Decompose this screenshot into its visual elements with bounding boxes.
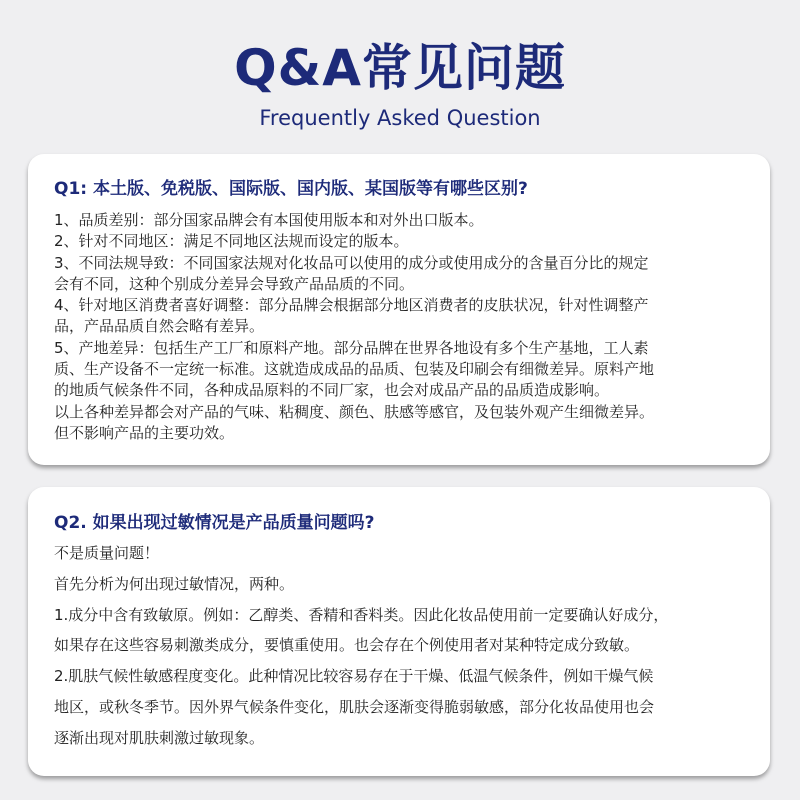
faq-card-q1 — [28, 154, 770, 465]
answer-line: 的地质气候条件不同，各种成品原料的不同厂家，也会对成品产品的品质造成影响。 — [54, 381, 610, 400]
answer-line: 如果存在这些容易刺激类成分，要慎重使用。也会存在个例使用者对某种特定成分致敏。 — [54, 636, 640, 655]
answer-line: 以上各种差异都会对产品的气味、粘稠度、颜色、肤感等感官，及包装外观产生细微差异。 — [54, 402, 655, 421]
answer-line: 地区，或秋冬季节。因外界气候条件变化，肌肤会逐渐变得脆弱敏感，部分化妆品使用也会 — [54, 697, 655, 716]
answer-line: 1.成分中含有致敏原。例如：乙醇类、香精和香料类。因此化妆品使用前一定要确认好成分， — [54, 605, 669, 624]
answer-line: 不是质量问题！ — [54, 544, 160, 562]
answer-line: 首先分析为何出现过敏情况，两种。 — [54, 574, 295, 593]
answer-line: 会有不同，这种个别成分差异会导致产品品质的不同。 — [54, 274, 415, 293]
answer-line: 但不影响产品的主要功效。 — [54, 423, 235, 442]
faq-question: Q1: 本土版、免税版、国际版、国内版、某国版等有哪些区别? — [54, 179, 528, 199]
faq-answer — [54, 538, 744, 754]
answer-line: 逐渐出现对肌肤刺激过敏现象。 — [54, 728, 265, 747]
answer-line: 2、针对不同地区：满足不同地区法规而设定的版本。 — [54, 232, 409, 251]
faq-question: Q2. 如果出现过敏情况是产品质量问题吗? — [54, 513, 375, 533]
answer-line: 3、不同法规导致：不同国家法规对化妆品可以使用的成分或使用成分的含量百分比的规定 — [54, 253, 649, 272]
faq-answer — [54, 210, 744, 444]
answer-line: 2.肌肤气候性敏感程度变化。此种情况比较容易存在于干燥、低温气候条件，例如干燥气候 — [54, 667, 654, 686]
faq-card-q2 — [28, 487, 770, 776]
answer-line: 4、针对地区消费者喜好调整：部分品牌会根据部分地区消费者的皮肤状况，针对性调整产 — [54, 296, 649, 315]
answer-line: 1、品质差别：部分国家品牌会有本国使用版本和对外出口版本。 — [54, 211, 484, 229]
answer-line: 5、产地差异：包括生产工厂和原料产地。部分品牌在世界各地设有多个生产基地，工人素 — [54, 338, 649, 357]
answer-line: 品，产品品质自然会略有差异。 — [54, 317, 265, 336]
page-subtitle: Frequently Asked Question — [259, 106, 541, 130]
page-title: Q&A常见问题 — [234, 39, 566, 97]
answer-line: 质、生产设备不一定统一标准。这就造成成品的品质、包装及印刷会有细微差异。原料产地 — [54, 360, 655, 379]
